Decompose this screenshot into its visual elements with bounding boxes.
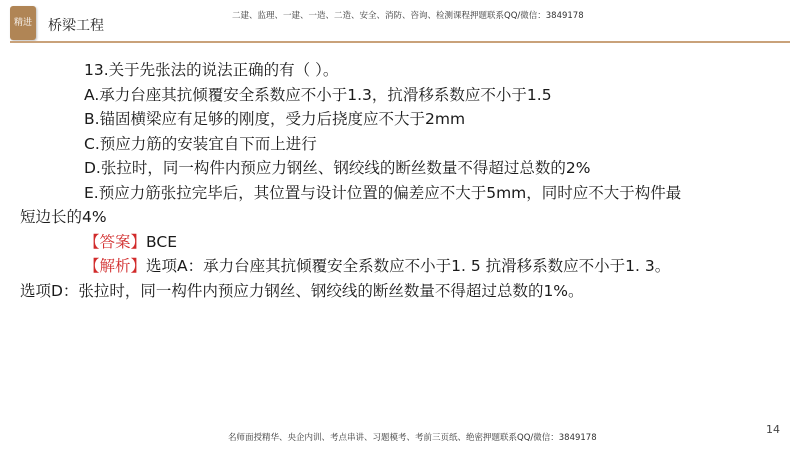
option-a: A.承力台座其抗倾覆安全系数应不小于1.3，抗滑移系数应不小于1.5 [84,85,552,104]
header-contact-note: 二建、监理、一建、一造、二造、安全、消防、咨询、检测课程押题联系QQ/微信：3849178 [232,11,584,21]
option-d: D.张拉时，同一构件内预应力钢丝、钢绞线的断丝数量不得超过总数的2% [84,159,591,177]
answer-label: 【答案】 [84,232,147,251]
analysis-label: 【解析】 [84,257,147,275]
page-number: 14 [766,423,780,436]
analysis-line [20,254,780,279]
header-divider [10,41,790,43]
question-stem: 13.关于先张法的说法正确的有（ ）。 [84,61,339,79]
logo-text: 精进 [13,18,32,28]
option-b: B.锚固横梁应有足够的刚度，受力后挠度应不大于2mm [84,110,466,128]
header-title: 桥梁工程 [48,18,104,34]
footer-contact-note: 名师面授精华、央企内训、考点串讲、习题模考、考前三页纸、绝密押题联系QQ/微信：3849178 [228,433,597,443]
answer-line [20,230,780,255]
option-e-continued: 短边长的4% [20,208,107,226]
logo-badge [10,6,36,40]
question-content [20,58,780,303]
analysis-text-1: 选项A：承力台座其抗倾覆安全系数应不小于1. 5 抗滑移系数应不小于1. 3。 [146,257,671,275]
analysis-text-2: 选项D：张拉时，同一构件内预应力钢丝、钢绞线的断丝数量不得超过总数的1%。 [20,281,584,300]
option-e: E.预应力筋张拉完毕后，其位置与设计位置的偏差应不大于5mm，同时应不大于构件最 [84,183,682,202]
answer-value: BCE [146,232,177,251]
option-c: C.预应力筋的安装宜自下而上进行 [84,134,317,153]
